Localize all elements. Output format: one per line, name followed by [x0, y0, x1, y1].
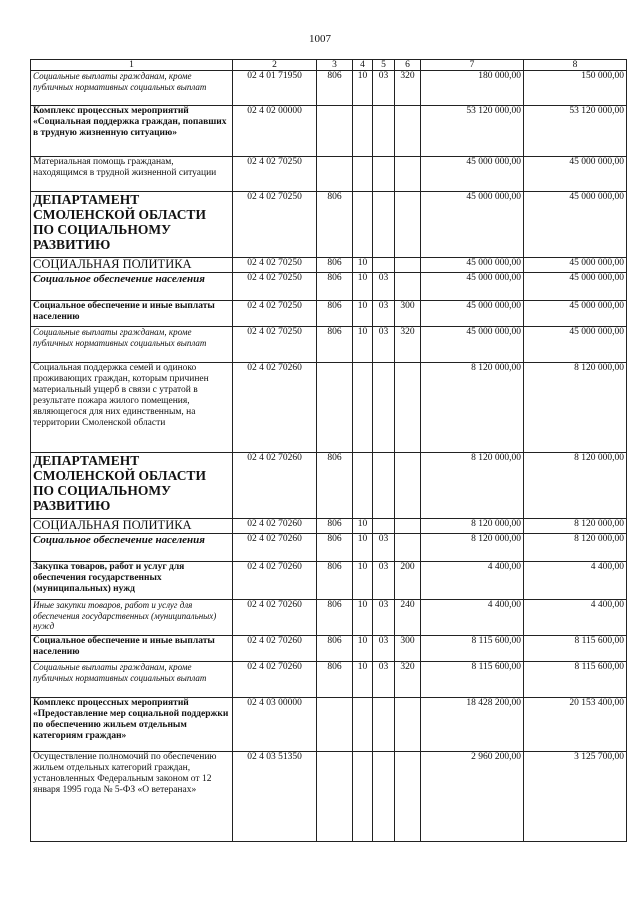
cell-y1: 18 428 200,00: [421, 698, 524, 752]
cell-type: [395, 534, 421, 562]
cell-dept: 806: [317, 636, 353, 662]
cell-y1: 4 400,00: [421, 562, 524, 600]
cell-code: 02 4 02 70250: [233, 258, 317, 273]
cell-dept: 806: [317, 301, 353, 327]
cell-name: Социальное обеспечение населения: [31, 273, 233, 301]
cell-type: [395, 157, 421, 192]
cell-y2: 3 125 700,00: [524, 752, 627, 842]
cell-dept: 806: [317, 453, 353, 519]
cell-y2: 8 120 000,00: [524, 534, 627, 562]
cell-y1: 8 120 000,00: [421, 519, 524, 534]
cell-name: Закупка товаров, работ и услуг для обеспечения государственных (муниципальных) нужд: [31, 562, 233, 600]
cell-code: 02 4 02 70260: [233, 363, 317, 453]
cell-code: 02 4 02 70250: [233, 273, 317, 301]
table-row: [31, 636, 627, 662]
cell-sub: [373, 363, 395, 453]
cell-name: Комплекс процессных мероприятий «Социальная поддержка граждан, попавших в трудную жизненную ситуацию»: [31, 106, 233, 157]
cell-dept: 806: [317, 600, 353, 636]
column-header: 3: [317, 60, 353, 71]
cell-sub: 03: [373, 273, 395, 301]
cell-y2: 8 120 000,00: [524, 519, 627, 534]
cell-y2: 45 000 000,00: [524, 273, 627, 301]
cell-code: 02 4 02 70250: [233, 327, 317, 363]
cell-name: Социальное обеспечение населения: [31, 534, 233, 562]
cell-code: 02 4 03 00000: [233, 698, 317, 752]
cell-y2: 45 000 000,00: [524, 327, 627, 363]
cell-y2: 45 000 000,00: [524, 258, 627, 273]
cell-sec: 10: [353, 662, 373, 698]
cell-type: 320: [395, 662, 421, 698]
table-row: [31, 698, 627, 752]
cell-name: Социальные выплаты гражданам, кроме публичных нормативных социальных выплат: [31, 71, 233, 106]
table-row: [31, 534, 627, 562]
cell-code: 02 4 02 70260: [233, 519, 317, 534]
cell-name: Осуществление полномочий по обеспечению жильем отдельных категорий граждан, установленных Федеральным законом от 12 января 1995 года № 5-ФЗ «О ветеранах»: [31, 752, 233, 842]
table-row: [31, 752, 627, 842]
cell-code: 02 4 02 70260: [233, 534, 317, 562]
cell-y2: 53 120 000,00: [524, 106, 627, 157]
cell-sub: 03: [373, 600, 395, 636]
cell-sub: 03: [373, 636, 395, 662]
table-row: [31, 106, 627, 157]
cell-y2: 8 115 600,00: [524, 662, 627, 698]
cell-sec: [353, 106, 373, 157]
table-row: [31, 71, 627, 106]
cell-name: ДЕПАРТАМЕНТ СМОЛЕНСКОЙ ОБЛАСТИ ПО СОЦИАЛЬНОМУ РАЗВИТИЮ: [31, 192, 233, 258]
cell-type: [395, 519, 421, 534]
cell-code: 02 4 02 70260: [233, 600, 317, 636]
table-row: [31, 301, 627, 327]
cell-sub: [373, 258, 395, 273]
cell-y1: 45 000 000,00: [421, 301, 524, 327]
cell-y2: 150 000,00: [524, 71, 627, 106]
table-row: [31, 273, 627, 301]
cell-type: [395, 106, 421, 157]
cell-code: 02 4 02 70250: [233, 192, 317, 258]
cell-y1: 45 000 000,00: [421, 258, 524, 273]
cell-dept: 806: [317, 519, 353, 534]
cell-name: Социальная поддержка семей и одиноко проживающих граждан, которым причинен материальный ущерб в связи с утратой в результате пожара жилого помещения, являющегося для них единственным, на территории Смоленской области: [31, 363, 233, 453]
table-row: [31, 363, 627, 453]
cell-sec: 10: [353, 600, 373, 636]
cell-sec: [353, 157, 373, 192]
cell-sub: 03: [373, 71, 395, 106]
column-header: 6: [395, 60, 421, 71]
cell-dept: 806: [317, 562, 353, 600]
table-row: [31, 453, 627, 519]
cell-dept: 806: [317, 192, 353, 258]
cell-code: 02 4 02 70260: [233, 662, 317, 698]
cell-name: СОЦИАЛЬНАЯ ПОЛИТИКА: [31, 258, 233, 273]
cell-type: [395, 698, 421, 752]
cell-y1: 2 960 200,00: [421, 752, 524, 842]
cell-y1: 53 120 000,00: [421, 106, 524, 157]
cell-type: [395, 192, 421, 258]
table-header-row: [31, 60, 627, 71]
cell-dept: 806: [317, 71, 353, 106]
cell-type: [395, 453, 421, 519]
cell-y1: 180 000,00: [421, 71, 524, 106]
cell-name: Социальные выплаты гражданам, кроме публичных нормативных социальных выплат: [31, 662, 233, 698]
cell-type: [395, 273, 421, 301]
cell-sub: 03: [373, 301, 395, 327]
cell-y2: 45 000 000,00: [524, 301, 627, 327]
cell-sec: 10: [353, 327, 373, 363]
cell-y2: 4 400,00: [524, 600, 627, 636]
cell-type: 300: [395, 301, 421, 327]
cell-dept: 806: [317, 662, 353, 698]
cell-sec: 10: [353, 519, 373, 534]
cell-type: 300: [395, 636, 421, 662]
cell-dept: [317, 157, 353, 192]
cell-y2: 8 120 000,00: [524, 453, 627, 519]
table-row: [31, 258, 627, 273]
cell-sub: [373, 157, 395, 192]
cell-type: [395, 363, 421, 453]
cell-sec: 10: [353, 301, 373, 327]
cell-y1: 4 400,00: [421, 600, 524, 636]
cell-sec: 10: [353, 636, 373, 662]
cell-y2: 4 400,00: [524, 562, 627, 600]
cell-name: Социальное обеспечение и иные выплаты населению: [31, 301, 233, 327]
cell-type: 200: [395, 562, 421, 600]
cell-sub: [373, 698, 395, 752]
cell-type: [395, 752, 421, 842]
cell-sec: 10: [353, 71, 373, 106]
cell-y1: 8 115 600,00: [421, 636, 524, 662]
cell-sec: [353, 363, 373, 453]
cell-dept: 806: [317, 273, 353, 301]
cell-sec: [353, 453, 373, 519]
cell-dept: 806: [317, 534, 353, 562]
table-row: [31, 192, 627, 258]
cell-sub: [373, 453, 395, 519]
cell-y2: 20 153 400,00: [524, 698, 627, 752]
table-row: [31, 157, 627, 192]
cell-sub: [373, 752, 395, 842]
cell-sec: [353, 698, 373, 752]
cell-y2: 45 000 000,00: [524, 192, 627, 258]
cell-y1: 45 000 000,00: [421, 273, 524, 301]
cell-y1: 45 000 000,00: [421, 327, 524, 363]
page-number: 1007: [309, 33, 331, 45]
cell-y1: 45 000 000,00: [421, 157, 524, 192]
cell-code: 02 4 03 51350: [233, 752, 317, 842]
cell-code: 02 4 01 71950: [233, 71, 317, 106]
column-header: 4: [353, 60, 373, 71]
cell-sub: 03: [373, 562, 395, 600]
cell-name: Социальные выплаты гражданам, кроме публичных нормативных социальных выплат: [31, 327, 233, 363]
cell-sec: 10: [353, 273, 373, 301]
cell-sub: [373, 519, 395, 534]
cell-code: 02 4 02 70260: [233, 562, 317, 600]
cell-sec: 10: [353, 562, 373, 600]
cell-sub: 03: [373, 327, 395, 363]
cell-sec: 10: [353, 258, 373, 273]
cell-y1: 8 120 000,00: [421, 363, 524, 453]
cell-dept: 806: [317, 327, 353, 363]
column-header: 2: [233, 60, 317, 71]
column-header: 1: [31, 60, 233, 71]
cell-y2: 45 000 000,00: [524, 157, 627, 192]
table-row: [31, 519, 627, 534]
table-row: [31, 562, 627, 600]
cell-code: 02 4 02 00000: [233, 106, 317, 157]
column-header: 5: [373, 60, 395, 71]
cell-y1: 8 120 000,00: [421, 453, 524, 519]
cell-name: ДЕПАРТАМЕНТ СМОЛЕНСКОЙ ОБЛАСТИ ПО СОЦИАЛЬНОМУ РАЗВИТИЮ: [31, 453, 233, 519]
cell-code: 02 4 02 70260: [233, 636, 317, 662]
cell-dept: [317, 698, 353, 752]
cell-code: 02 4 02 70250: [233, 157, 317, 192]
cell-type: 320: [395, 71, 421, 106]
cell-code: 02 4 02 70260: [233, 453, 317, 519]
cell-name: Комплекс процессных мероприятий «Предоставление мер социальной поддержки по обеспечению жильем отдельным категориям граждан»: [31, 698, 233, 752]
table-row: [31, 600, 627, 636]
cell-sub: 03: [373, 534, 395, 562]
cell-code: 02 4 02 70250: [233, 301, 317, 327]
cell-type: 240: [395, 600, 421, 636]
cell-y1: 45 000 000,00: [421, 192, 524, 258]
cell-dept: 806: [317, 258, 353, 273]
cell-name: Социальное обеспечение и иные выплаты населению: [31, 636, 233, 662]
cell-name: СОЦИАЛЬНАЯ ПОЛИТИКА: [31, 519, 233, 534]
cell-name: Иные закупки товаров, работ и услуг для обеспечения государственных (муниципальных) нужд: [31, 600, 233, 636]
table-row: [31, 327, 627, 363]
cell-y2: 8 115 600,00: [524, 636, 627, 662]
cell-sec: 10: [353, 534, 373, 562]
cell-sub: 03: [373, 662, 395, 698]
column-header: 8: [524, 60, 627, 71]
cell-y1: 8 120 000,00: [421, 534, 524, 562]
cell-name: Материальная помощь гражданам, находящимся в трудной жизненной ситуации: [31, 157, 233, 192]
cell-dept: [317, 363, 353, 453]
column-header: 7: [421, 60, 524, 71]
cell-dept: [317, 106, 353, 157]
cell-dept: [317, 752, 353, 842]
cell-sub: [373, 106, 395, 157]
cell-sec: [353, 192, 373, 258]
cell-sec: [353, 752, 373, 842]
table-row: [31, 662, 627, 698]
cell-type: 320: [395, 327, 421, 363]
cell-y2: 8 120 000,00: [524, 363, 627, 453]
cell-type: [395, 258, 421, 273]
cell-y1: 8 115 600,00: [421, 662, 524, 698]
cell-sub: [373, 192, 395, 258]
budget-table: [30, 59, 627, 842]
